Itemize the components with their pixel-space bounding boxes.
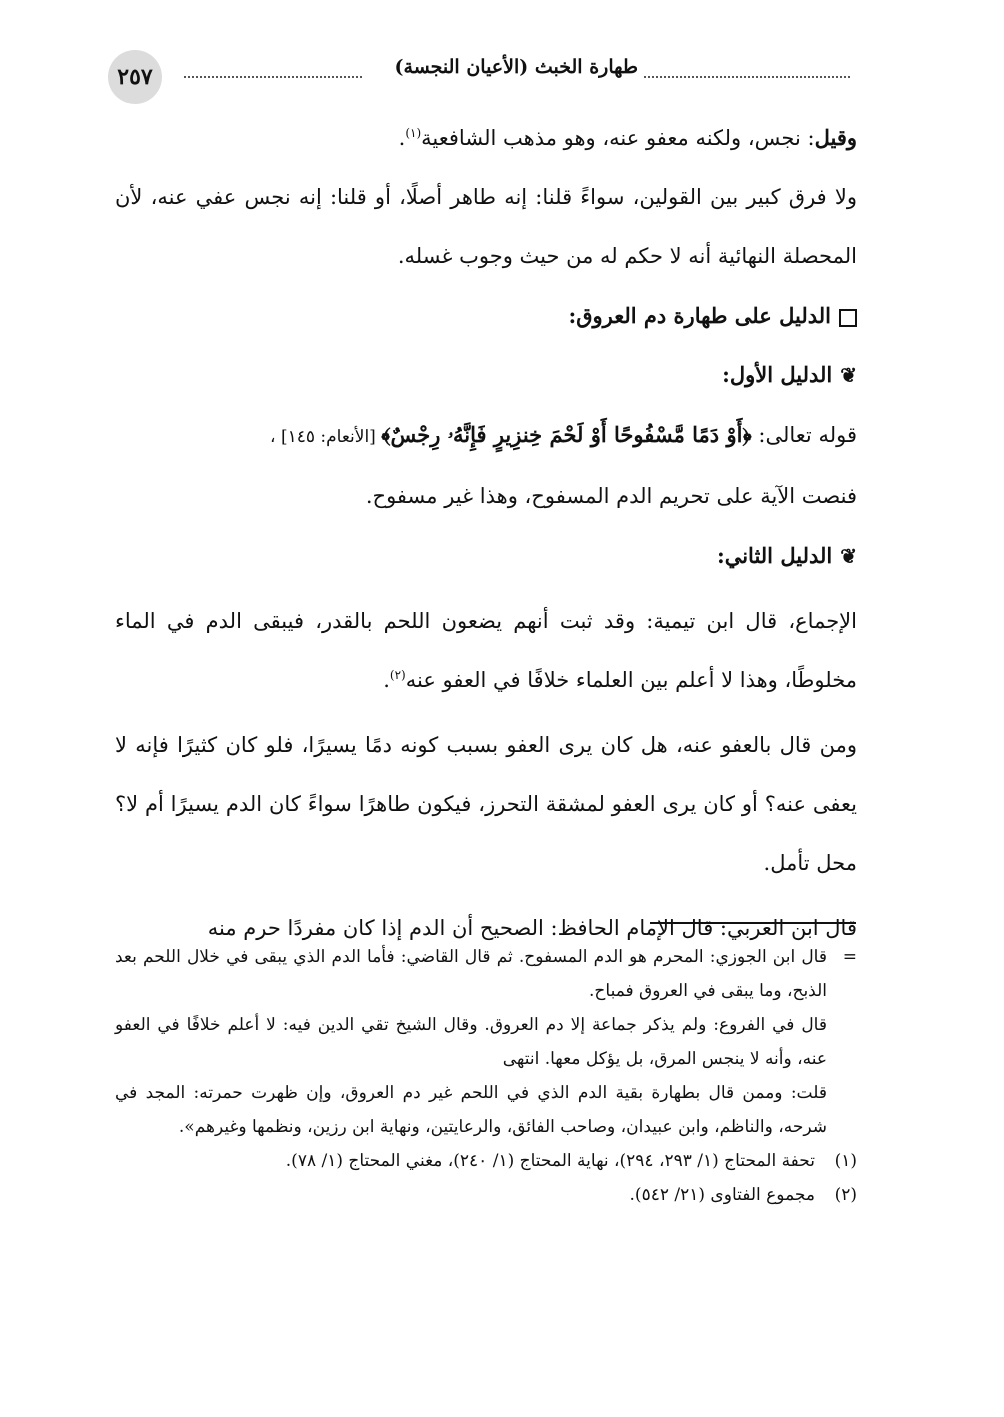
quran-verse: ﴿أَوْ دَمًا مَّسْفُوحًا أَوْ لَحْمَ خِنزِيرٍ فَإِنَّهُۥ رِجْسٌ﴾ [381, 422, 752, 447]
page-header [108, 46, 850, 96]
page-number: ٢٥٧ [108, 50, 162, 104]
paragraph-4-text: الإجماع، قال ابن تيمية: وقد ثبت أنهم يضعون اللحم بالقدر، فيبقى الدم في الماء مخلوطًا، وهذا لا أعلم بين العلماء خلافًا في العفو عنه [115, 609, 857, 692]
paragraph-1-end: . [398, 126, 406, 150]
section-heading [115, 286, 857, 345]
paragraph-4 [115, 592, 857, 710]
evidence-1-heading [115, 345, 857, 405]
evidence-1-heading-text: الدليل الأول: [722, 362, 833, 387]
paragraph-4-end: . [383, 668, 390, 692]
paragraph-2: ولا فرق كبير بين القولين، سواءً قلنا: إنه طاهر أصلًا، أو قلنا: إنه نجس عفي عنه، لأن المحصلة النهائية أنه لا حكم له من حيث وجوب غسله. [115, 185, 857, 268]
evidence-2-heading [115, 526, 857, 586]
footnote-1 [115, 1144, 857, 1178]
header-dots-left [184, 76, 362, 78]
leaf-ornament-icon: ❦ [840, 363, 857, 387]
footnote-2-text: مجموع الفتاوى (٢١/ ٥٤٢). [629, 1185, 815, 1205]
footnote-1-mark: (١) [834, 1151, 857, 1171]
paragraph-6: قال ابن العربي: قال الإمام الحافظ: الصحيح أن الدم إذا كان مفردًا حرم منه [207, 916, 857, 940]
footnote-ref-2[interactable]: (٢) [389, 668, 406, 682]
footnote-continuation-1 [115, 940, 857, 1008]
paragraph-5: ومن قال بالعفو عنه، هل كان يرى العفو بسبب كونه دمًا يسيرًا، فلو كان كثيرًا فإنه لا يعفى عنه؟ أو كان يرى العفو لمشقة التحرز، فيكون طاهرًا سواءً كان الدم يسيرًا أم لا؟ محل تأمل. [115, 733, 857, 875]
footnote-continuation-2: قال في الفروع: ولم يذكر جماعة إلا دم العروق. وقال الشيخ تقي الدين فيه: لا أعلم خلافًا في العفو عنه، وأنه لا ينجس المرق، بل يؤكل معها. انتهى [115, 1015, 827, 1069]
qila-label: وقيل [814, 125, 857, 150]
paragraph-3-intro: قوله تعالى: [751, 423, 857, 447]
paragraph-1-text: : نجس، ولكنه معفو عنه، وهو مذهب الشافعية [421, 126, 815, 150]
footnote-2-mark: (٢) [834, 1185, 857, 1205]
footnotes [115, 940, 857, 1212]
continuation-mark: = [842, 947, 857, 967]
footnote-separator [650, 922, 856, 924]
section-heading-text: الدليل على طهارة دم العروق: [568, 303, 831, 328]
footnote-ref-1[interactable]: (١) [405, 126, 422, 140]
evidence-2-heading-text: الدليل الثاني: [716, 543, 833, 568]
verse-citation: [الأنعام: ١٤٥] ، [270, 427, 382, 447]
paragraph-1 [115, 108, 857, 168]
footnote-continuation-3: قلت: وممن قال بطهارة بقية الدم الذي في اللحم غير دم العروق، وإن ظهرت حمرته: المجد في شرحه، والناظم، وابن عبيدان، وصاحب الفائق، والرعايتين، ونهاية ابن رزين، ونظمها وغيرهم». [115, 1083, 827, 1137]
footnote-2 [115, 1178, 857, 1212]
checkbox-square-icon [839, 309, 857, 327]
footnote-continuation-1-text: قال ابن الجوزي: المحرم هو الدم المسفوح. ثم قال القاضي: فأما الدم الذي يبقى في خلال اللحم بعد الذبح، وما يبقى في العروق فمباح. [115, 947, 827, 1001]
running-title: طهارة الخبث (الأعيان النجسة) [394, 56, 638, 78]
footnote-1-text: تحفة المحتاج (١/ ٢٩٣، ٢٩٤)، نهاية المحتاج (١/ ٢٤٠)، مغني المحتاج (١/ ٧٨). [285, 1151, 815, 1171]
header-dots-right [644, 76, 850, 78]
paragraph-3-rest: فنصت الآية على تحريم الدم المسفوح، وهذا غير مسفوح. [365, 484, 857, 508]
leaf-ornament-icon: ❦ [840, 544, 857, 568]
main-text [115, 108, 857, 958]
paragraph-3 [115, 405, 857, 526]
